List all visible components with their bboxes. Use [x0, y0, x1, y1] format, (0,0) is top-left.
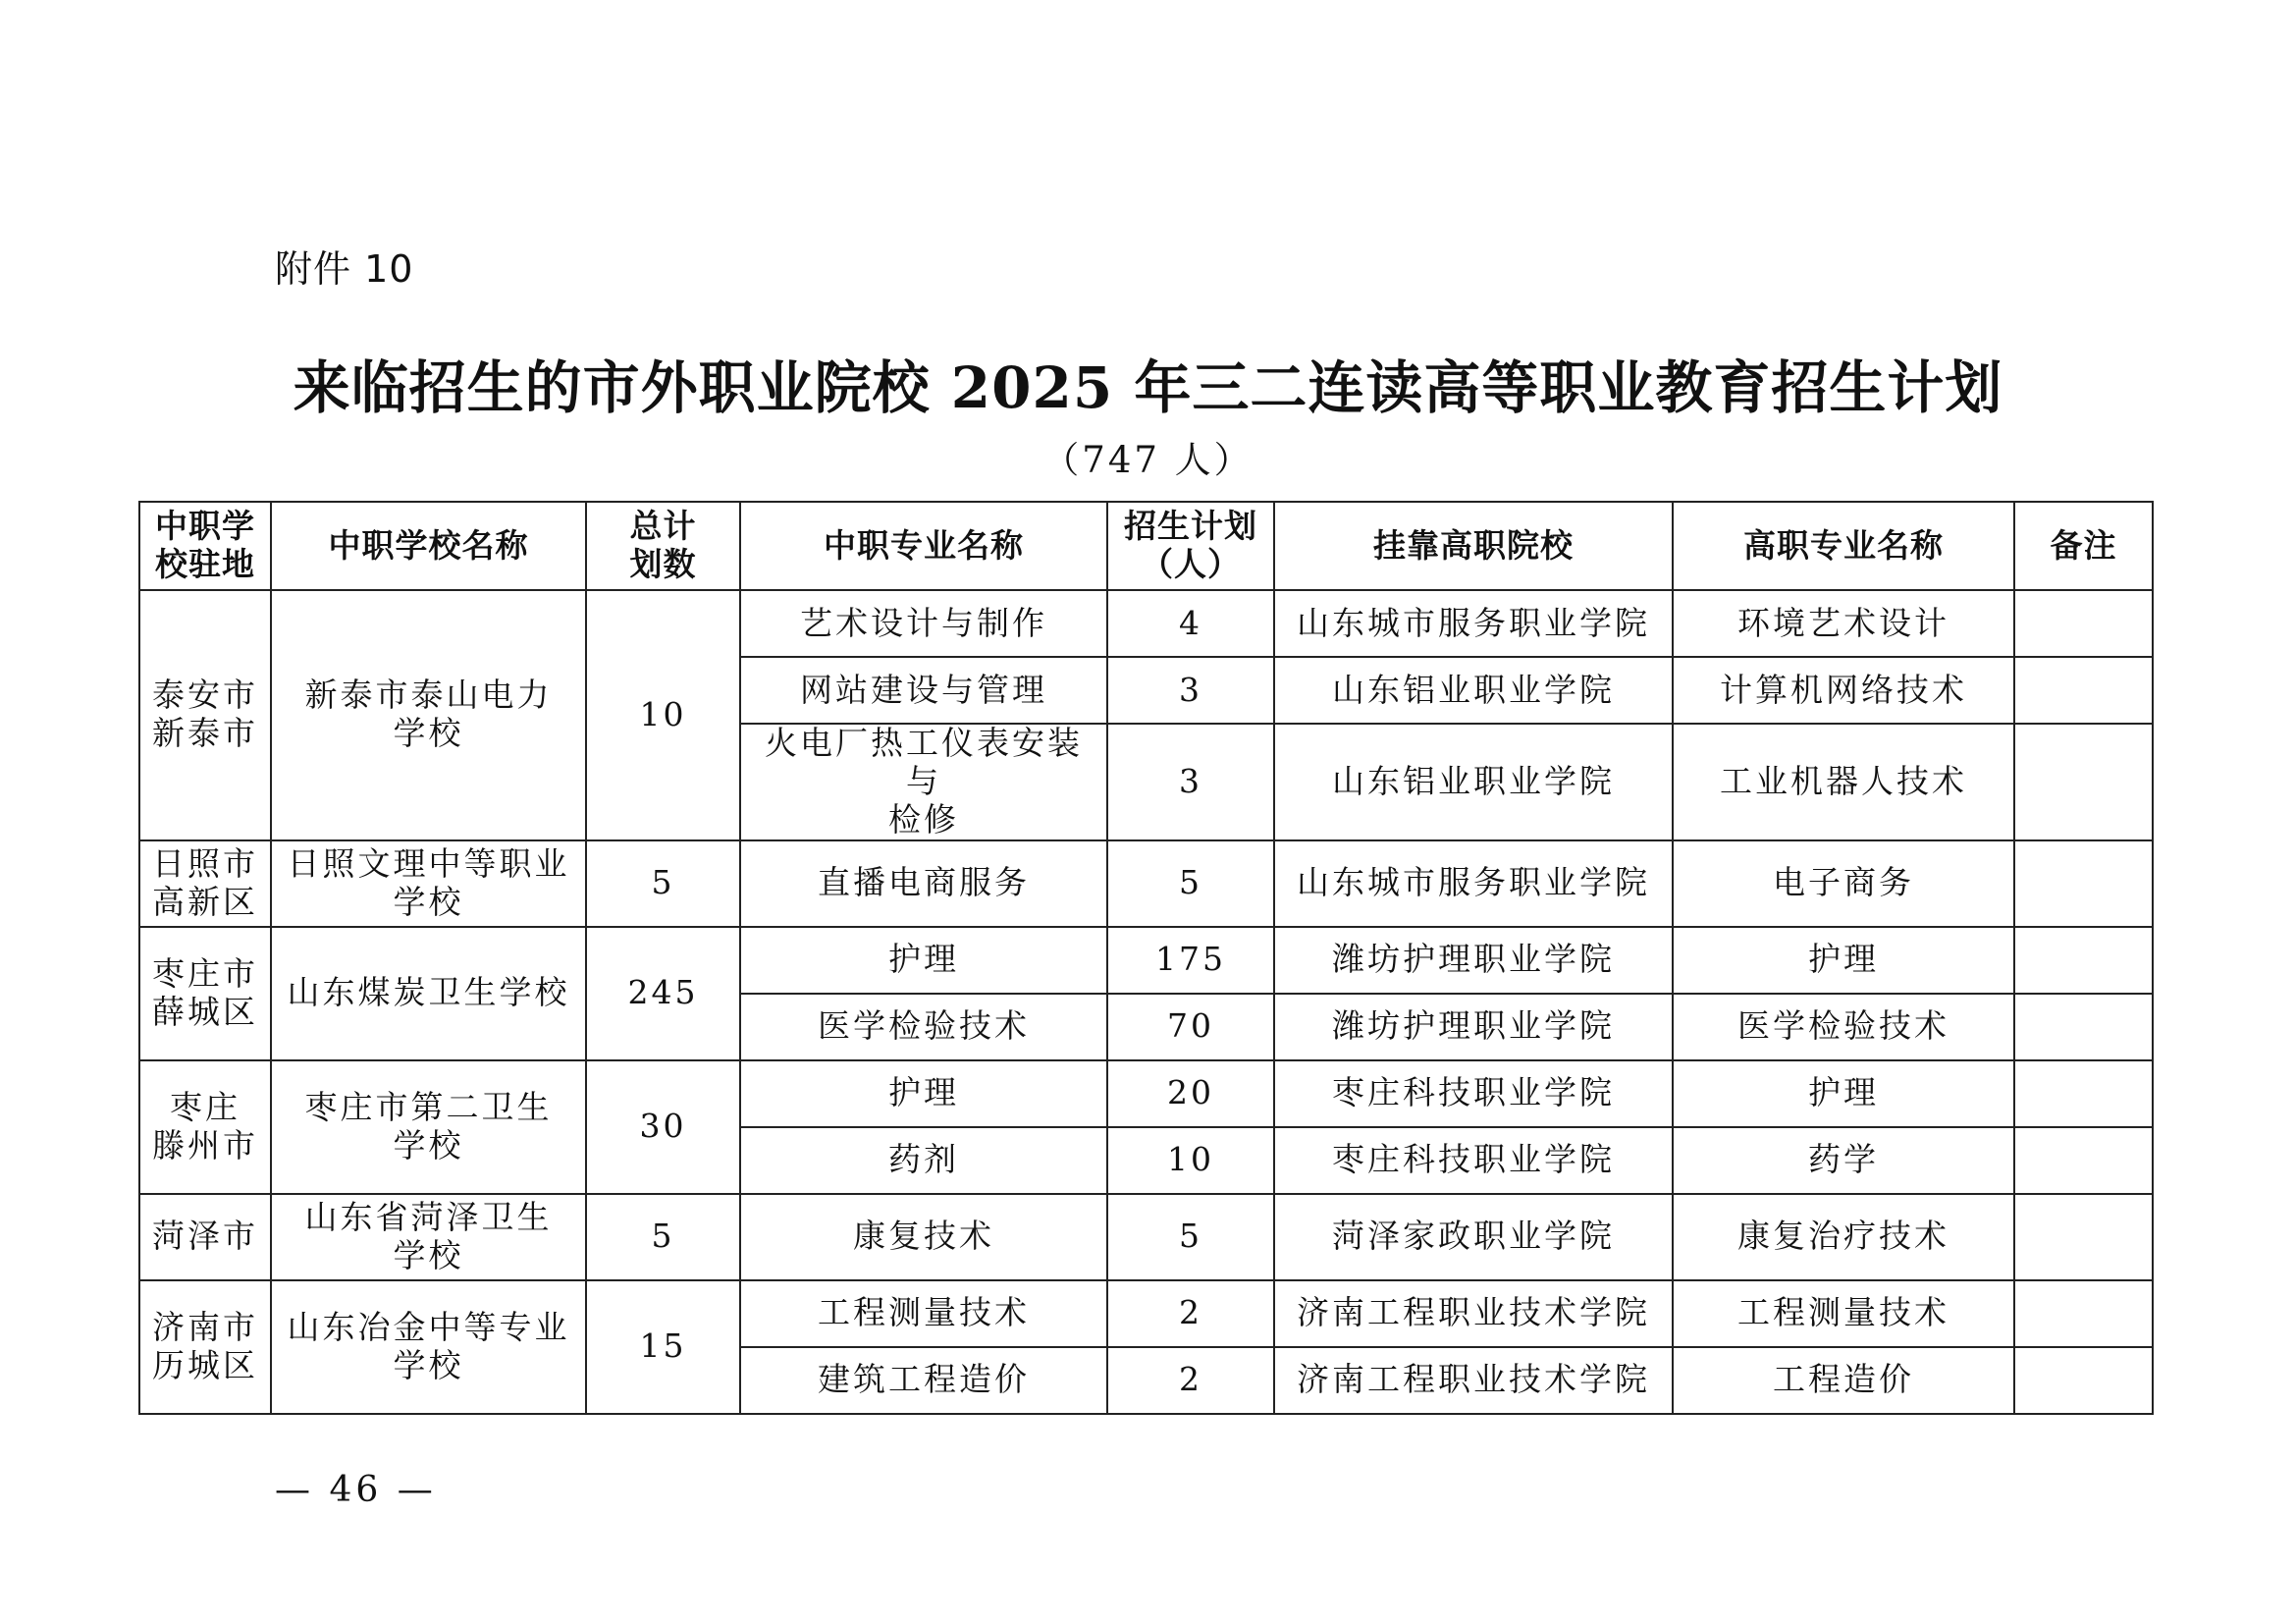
remark-cell [2014, 1347, 2153, 1414]
school-line: 山东省菏泽卫生 [304, 1197, 553, 1236]
college-major-cell: 计算机网络技术 [1673, 657, 2014, 724]
remark-cell [2014, 590, 2153, 657]
major-cell: 药剂 [740, 1127, 1107, 1194]
plan-cell: 5 [1107, 1194, 1274, 1280]
school-line: 新泰市泰山电力 [304, 676, 553, 715]
college-major-cell: 工程造价 [1673, 1347, 2014, 1414]
school-line: 学校 [393, 882, 464, 921]
major-line: 火电厂热工仪表安装与 [765, 724, 1083, 800]
header-total-line: 划数 [629, 545, 697, 583]
college-cell: 枣庄科技职业学院 [1274, 1060, 1673, 1127]
school-cell [271, 1194, 586, 1280]
table-row [139, 590, 2153, 657]
remark-cell [2014, 1127, 2153, 1194]
header-total-line: 总计 [629, 507, 697, 546]
remark-cell [2014, 1060, 2153, 1127]
table-row [139, 1194, 2153, 1280]
school-cell [271, 927, 586, 1060]
college-major-cell: 康复治疗技术 [1673, 1194, 2014, 1280]
college-major-cell: 药学 [1673, 1127, 2014, 1194]
plan-cell: 3 [1107, 724, 1274, 840]
school-line: 学校 [393, 1125, 464, 1164]
location-line: 泰安市 [152, 676, 258, 715]
location-cell [139, 1060, 271, 1194]
location-line: 济南市 [152, 1307, 258, 1346]
college-cell: 济南工程职业技术学院 [1274, 1347, 1673, 1414]
college-major-cell: 工程测量技术 [1673, 1280, 2014, 1347]
plan-cell: 175 [1107, 927, 1274, 994]
major-cell: 艺术设计与制作 [740, 590, 1107, 657]
school-line: 学校 [393, 1235, 464, 1274]
total-cell: 30 [586, 1060, 740, 1194]
plan-cell: 10 [1107, 1127, 1274, 1194]
enrollment-plan-table [138, 501, 2154, 1415]
school-line: 学校 [393, 714, 464, 753]
table-row [139, 1280, 2153, 1347]
total-cell: 5 [586, 840, 740, 927]
location-line: 菏泽市 [152, 1217, 258, 1256]
college-major-cell: 环境艺术设计 [1673, 590, 2014, 657]
total-cell: 10 [586, 590, 740, 840]
location-line: 枣庄市 [152, 953, 258, 993]
total-cell: 5 [586, 1194, 740, 1280]
college-cell: 枣庄科技职业学院 [1274, 1127, 1673, 1194]
college-cell: 山东铝业职业学院 [1274, 724, 1673, 840]
header-plan-line: 招生计划 [1124, 507, 1257, 546]
school-line: 学校 [393, 1345, 464, 1384]
header-plan [1107, 502, 1274, 590]
college-major-cell: 工业机器人技术 [1673, 724, 2014, 840]
college-major-cell: 医学检验技术 [1673, 994, 2014, 1060]
college-cell: 山东城市服务职业学院 [1274, 840, 1673, 927]
major-cell: 护理 [740, 1060, 1107, 1127]
attachment-label: 附件 10 [275, 247, 414, 291]
school-cell [271, 840, 586, 927]
remark-cell [2014, 994, 2153, 1060]
major-cell: 康复技术 [740, 1194, 1107, 1280]
location-cell [139, 1280, 271, 1414]
table-header-row [139, 502, 2153, 590]
page-number: — 46 — [275, 1470, 437, 1510]
major-cell: 直播电商服务 [740, 840, 1107, 927]
college-cell: 济南工程职业技术学院 [1274, 1280, 1673, 1347]
school-cell [271, 1280, 586, 1414]
header-college-major: 高职专业名称 [1673, 502, 2014, 590]
table-row [139, 840, 2153, 927]
table-row [139, 927, 2153, 994]
location-line: 新泰市 [152, 714, 258, 753]
remark-cell [2014, 840, 2153, 927]
school-line: 山东冶金中等专业 [287, 1307, 570, 1346]
major-cell: 建筑工程造价 [740, 1347, 1107, 1414]
total-cell: 245 [586, 927, 740, 1060]
plan-cell: 4 [1107, 590, 1274, 657]
college-cell: 山东城市服务职业学院 [1274, 590, 1673, 657]
plan-cell: 2 [1107, 1347, 1274, 1414]
remark-cell [2014, 657, 2153, 724]
location-line: 滕州市 [152, 1125, 258, 1164]
location-line: 枣庄 [170, 1087, 240, 1126]
major-cell: 网站建设与管理 [740, 657, 1107, 724]
header-location-line: 校驻地 [155, 545, 255, 583]
plan-cell: 3 [1107, 657, 1274, 724]
header-school: 中职学校名称 [271, 502, 586, 590]
header-location [139, 502, 271, 590]
plan-cell: 70 [1107, 994, 1274, 1060]
major-cell: 护理 [740, 927, 1107, 994]
plan-cell: 20 [1107, 1060, 1274, 1127]
location-cell [139, 590, 271, 840]
location-line: 历城区 [152, 1345, 258, 1384]
school-cell [271, 1060, 586, 1194]
college-cell: 潍坊护理职业学院 [1274, 927, 1673, 994]
school-cell [271, 590, 586, 840]
remark-cell [2014, 1194, 2153, 1280]
major-cell: 工程测量技术 [740, 1280, 1107, 1347]
remark-cell [2014, 724, 2153, 840]
college-major-cell: 护理 [1673, 1060, 2014, 1127]
header-remark: 备注 [2014, 502, 2153, 590]
header-plan-line: （人） [1141, 545, 1241, 583]
major-line: 检修 [888, 799, 959, 839]
header-total [586, 502, 740, 590]
college-cell: 山东铝业职业学院 [1274, 657, 1673, 724]
header-college: 挂靠高职院校 [1274, 502, 1673, 590]
table-row [139, 1060, 2153, 1127]
college-cell: 菏泽家政职业学院 [1274, 1194, 1673, 1280]
remark-cell [2014, 1280, 2153, 1347]
plan-cell: 2 [1107, 1280, 1274, 1347]
page-title: 来临招生的市外职业院校 2025 年三二连读高等职业教育招生计划 [293, 354, 2003, 421]
header-major: 中职专业名称 [740, 502, 1107, 590]
school-line: 枣庄市第二卫生 [304, 1087, 553, 1126]
college-major-cell: 护理 [1673, 927, 2014, 994]
page-subtitle: （747 人） [1042, 439, 1254, 481]
location-line: 高新区 [152, 882, 258, 921]
school-line: 日照文理中等职业 [287, 843, 570, 883]
college-cell: 潍坊护理职业学院 [1274, 994, 1673, 1060]
plan-cell: 5 [1107, 840, 1274, 927]
college-major-cell: 电子商务 [1673, 840, 2014, 927]
location-cell [139, 1194, 271, 1280]
location-cell [139, 927, 271, 1060]
total-cell: 15 [586, 1280, 740, 1414]
location-cell [139, 840, 271, 927]
school-line: 山东煤炭卫生学校 [287, 973, 570, 1012]
major-cell: 医学检验技术 [740, 994, 1107, 1060]
location-line: 日照市 [152, 843, 258, 883]
location-line: 薛城区 [152, 992, 258, 1031]
major-cell [740, 724, 1107, 840]
remark-cell [2014, 927, 2153, 994]
header-location-line: 中职学 [155, 507, 255, 546]
